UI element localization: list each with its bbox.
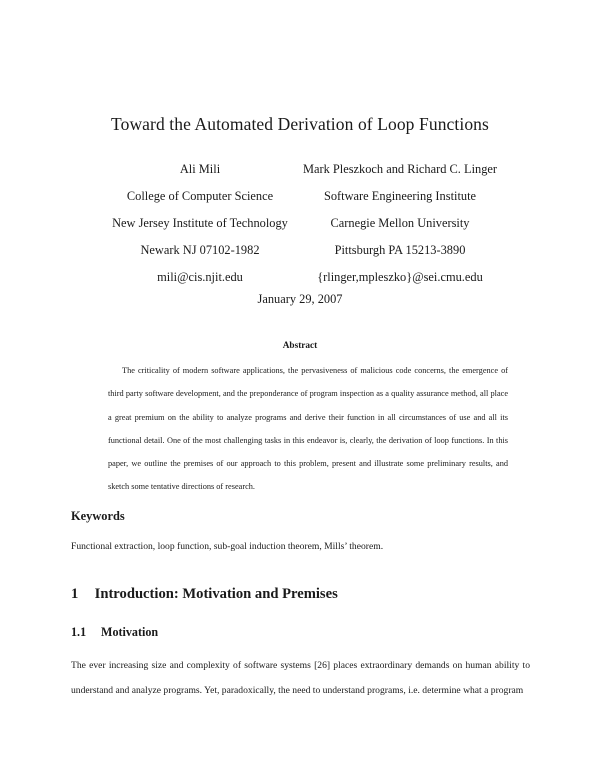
abstract-text: The criticality of modern software applications, the pervasiveness of malicious code concerns, the emergence of third party software development, and the preponderance of program inspection as a quality assurance method, all place a great premium on the ability to analyze programs and derive their function in all circumstances of use and all its functional detail. One of the most challenging tasks in this endeavor is, clearly, the derivation of loop functions. In this paper, we outline the premises of our approach to this problem, present and illustrate some preliminary results, and sketch some tentative directions of research.	[108, 366, 508, 492]
section-heading	[71, 586, 338, 603]
subsection-number: 1.1	[71, 625, 87, 639]
author-institution: Carnegie Mellon University	[330, 216, 470, 230]
keywords-heading: Keywords	[71, 509, 125, 523]
section-number: 1	[71, 586, 79, 602]
body-paragraph: The ever increasing size and complexity of software systems [26] places extraordinary demands on human ability to understand and analyze programs. Yet, paradoxically, the need to understand programs, i.e. determine what a program	[71, 660, 530, 696]
author-name: Mark Pleszkoch and Richard C. Linger	[302, 162, 498, 176]
author-address: Newark NJ 07102-1982	[140, 243, 260, 257]
author-block-left	[90, 156, 310, 291]
author-email: mili@cis.njit.edu	[157, 270, 243, 284]
author-institution: New Jersey Institute of Technology	[112, 216, 288, 230]
keywords-text: Functional extraction, loop function, sub-goal induction theorem, Mills’ theorem.	[71, 541, 384, 552]
author-department: College of Computer Science	[126, 189, 274, 203]
subsection-title: Motivation	[101, 625, 159, 639]
author-email: {rlinger,mpleszko}@sei.cmu.edu	[317, 270, 483, 284]
author-department: Software Engineering Institute	[323, 189, 477, 203]
subsection-heading	[71, 625, 158, 640]
paper-date: January 29, 2007	[257, 292, 343, 306]
paper-title: Toward the Automated Derivation of Loop Functions	[111, 114, 489, 134]
abstract-heading: Abstract	[282, 341, 318, 351]
author-name: Ali Mili	[179, 162, 221, 176]
section-title: Introduction: Motivation and Premises	[94, 586, 338, 602]
author-address: Pittsburgh PA 15213-3890	[334, 243, 466, 257]
author-block-right	[290, 156, 510, 291]
